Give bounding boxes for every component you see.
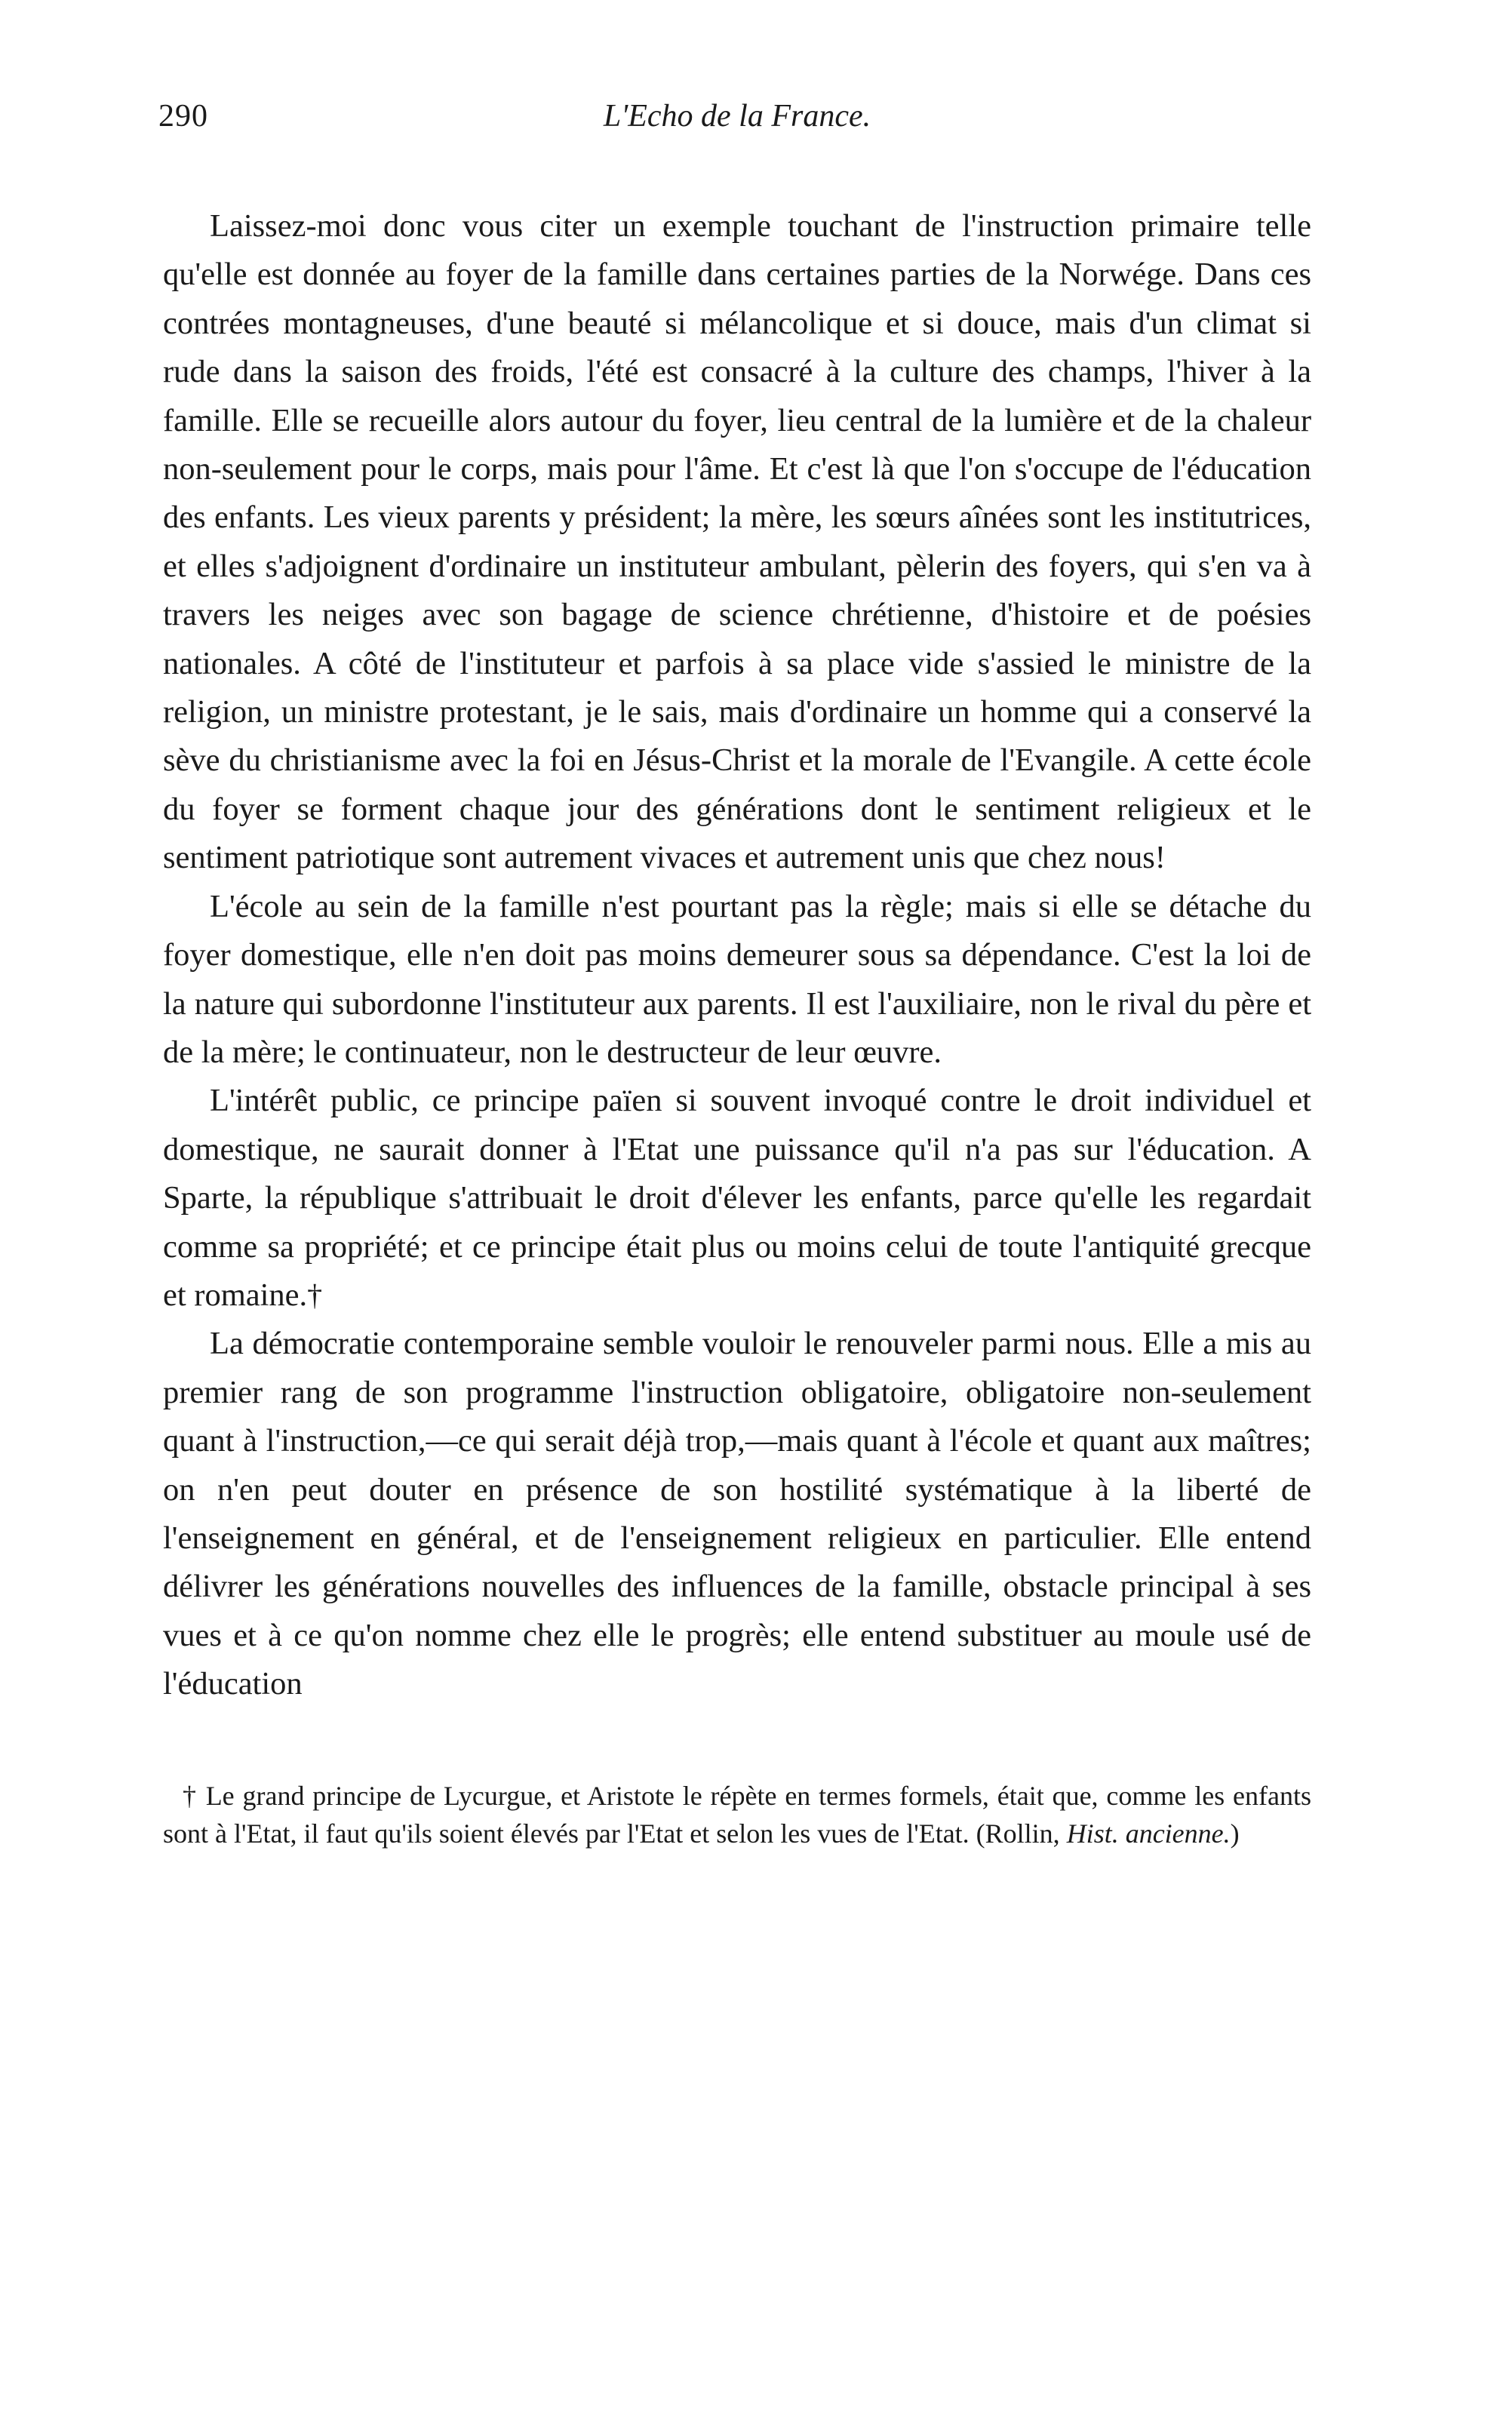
running-head <box>158 91 1311 151</box>
body-text <box>163 202 1311 1709</box>
running-title: L'Echo de la France. <box>603 99 871 134</box>
footnote <box>163 1777 1311 1852</box>
paragraph-3-text: L'intérêt public, ce principe païen si souvent invoqué contre le droit individuel et domestique, ne saurait donner à l'Etat une puissance qu'il n'a pas sur l'éducation. A Sparte, la république s'attribuait le droit d'élever les enfants, parce qu'elle les regardait comme sa propriété; et ce principe était plus ou moins celui de toute l'antiquité grecque et romaine. <box>163 1083 1311 1313</box>
footnote-separator <box>163 1709 1311 1777</box>
footnote-marker: † <box>183 1780 198 1811</box>
footnote-citation-title: Hist. ancienne. <box>1066 1818 1231 1849</box>
book-page <box>158 91 1311 2339</box>
paragraph-3 <box>163 1077 1311 1320</box>
footnote-closing: ) <box>1230 1818 1240 1849</box>
footnote-reference: † <box>307 1277 323 1312</box>
footnote-text: Le grand principe de Lycurgue, et Aristote le répète en termes formels, était que, comme les enfants sont à l'Etat, il faut qu'ils soient élevés par l'Etat et selon les vues de l'Etat. (Rollin, <box>163 1780 1311 1849</box>
paragraph-4: La démocratie contemporaine semble vouloir le renouveler parmi nous. Elle a mis au premier rang de son programme l'instruction obligatoire, obligatoire non-seulement quant à l'instruction,—ce qui serait déjà trop,—mais quant à l'école et quant aux maîtres; on n'en peut douter en présence de son hostilité systématique à la liberté de l'enseignement en général, et de l'enseignement religieux en particulier. Elle entend délivrer les générations nouvelles des influences de la famille, obstacle principal à ses vues et à ce qu'on nomme chez elle le progrès; elle entend substituer au moule usé de l'éducation <box>163 1326 1311 1702</box>
page-number: 290 <box>158 99 208 134</box>
paragraph-2: L'école au sein de la famille n'est pourtant pas la règle; mais si elle se détache du foyer domestique, elle n'en doit pas moins demeurer sous sa dépendance. C'est la loi de la nature qui subordonne l'instituteur aux parents. Il est l'auxiliaire, non le rival du père et de la mère; le continuateur, non le destructeur de leur œuvre. <box>163 888 1311 1070</box>
paragraph-1: Laissez-moi donc vous citer un exemple touchant de l'instruction primaire telle qu'elle est donnée au foyer de la famille dans certaines parties de la Norwége. Dans ces contrées montagneuses, d'une beauté si mélancolique et si douce, mais d'un climat si rude dans la saison des froids, l'été est consacré à la culture des champs, l'hiver à la famille. Elle se recueille alors autour du foyer, lieu central de la lumière et de la chaleur non-seulement pour le corps, mais pour l'âme. Et c'est là que l'on s'occupe de l'éducation des enfants. Les vieux parents y président; la mère, les sœurs aînées sont les institutrices, et elles s'adjoignent d'ordinaire un instituteur ambulant, pèlerin des foyers, qui s'en va à travers les neiges avec son bagage de science chrétienne, d'histoire et de poésies nationales. A côté de l'instituteur et parfois à sa place vide s'assied le ministre de la religion, un ministre protestant, je le sais, mais d'ordinaire un homme qui a conservé la sève du christianisme avec la foi en Jésus-Christ et la morale de l'Evangile. A cette école du foyer se forment chaque jour des générations dont le sentiment religieux et le sentiment patriotique sont autrement vivaces et autrement unis que chez nous! <box>163 208 1311 876</box>
